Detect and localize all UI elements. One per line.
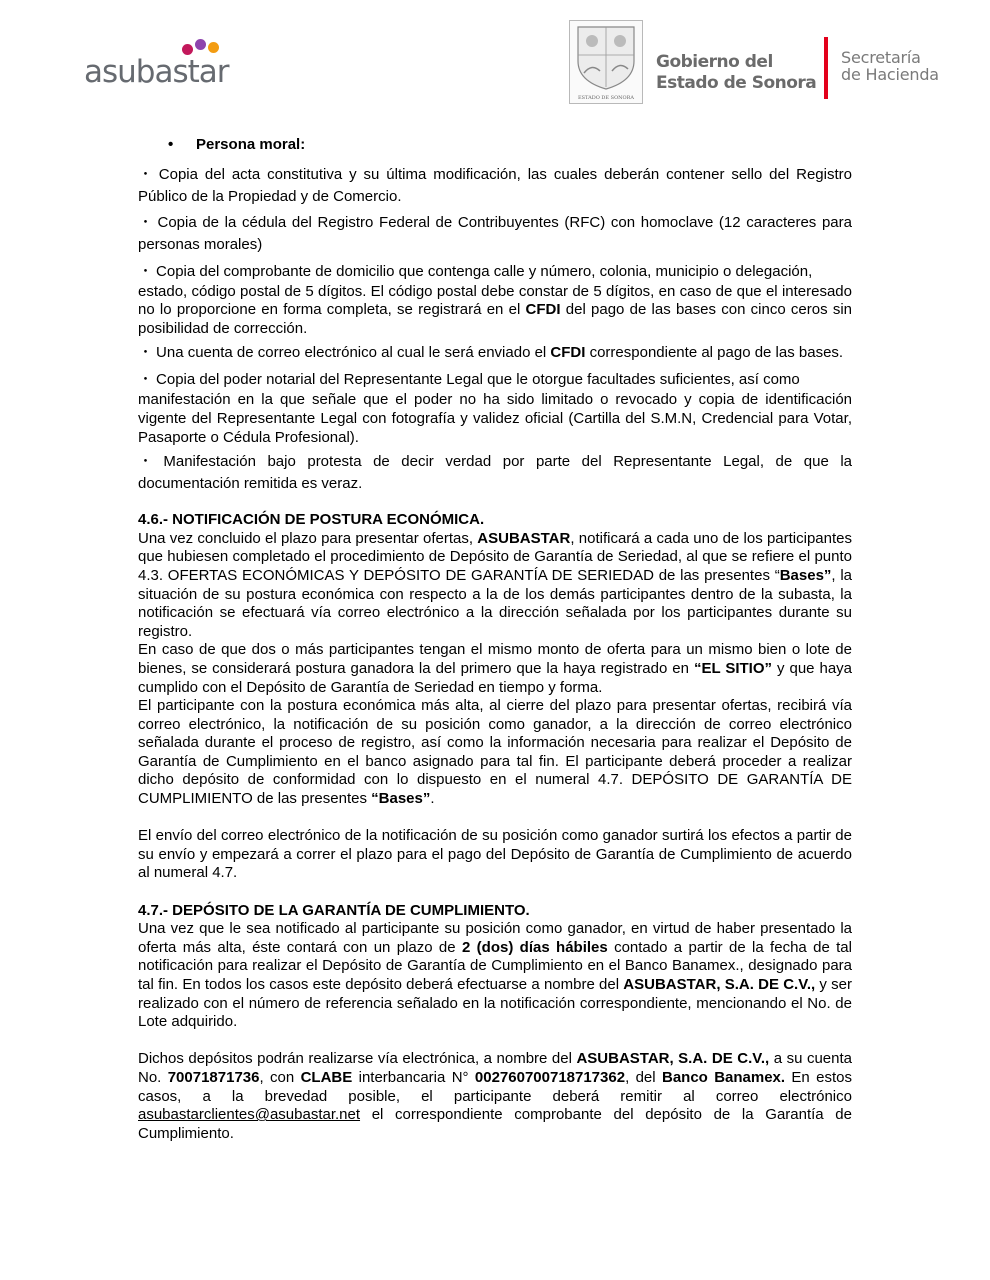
section-4-6-paragraph-1: Una vez concluido el plazo para presentar ofertas, ASUBASTAR, notificará a cada uno de los participantes que hubiesen completado el procedimiento de Depósito de Garantía de Seriedad, al que se refiere el punto 4.3. OFERTAS ECONÓMICAS Y DEPÓSITO DE GARANTÍA DE SERIEDAD de las presentes “Bases”, la situación de su postura económica con respecto a la de los demás participantes dentro de la subasta, la notificación se efectuará vía correo electrónico a la dirección señalada por los participantes durante su registro.: [138, 529, 853, 640]
small-bullet-icon: ・: [138, 165, 156, 183]
asubastar-logo: [84, 36, 244, 92]
small-bullet-icon: ・: [138, 262, 154, 280]
page-header: [0, 0, 990, 120]
small-bullet-icon: ・: [138, 371, 154, 389]
list-item: ・ Una cuenta de correo electrónico al cual le será enviado el CFDI correspondiente al pago de las bases.: [138, 344, 844, 362]
seal-shield-icon: [570, 21, 642, 93]
small-bullet-icon: ・: [138, 453, 161, 471]
section-4-7-paragraph-1: Una vez que le sea notificado al participante su posición como ganador, en virtud de haber presentado la oferta más alta, éste contará con un plazo de 2 (dos) días hábiles contado a partir de la fecha de tal notificación para realizar el Depósito de Garantía de Cumplimiento en el Banco Banamex., designado para tal fin. En todos los casos este depósito deberá efectuarse a nombre del ASUBASTAR, S.A. DE C.V., y ser realizado con el número de referencia señalado en la notificación correspondiente, mencionando el No. de Lote adquirido.: [138, 920, 852, 1031]
seal-caption: ESTADO DE SONORA: [577, 95, 635, 101]
clabe-number: 002760700718717362: [474, 1068, 626, 1086]
sonora-seal-image: [569, 20, 643, 104]
gov-line-2: Estado de Sonora: [656, 73, 817, 93]
section-4-7-title: 4.7.- DEPÓSITO DE LA GARANTÍA DE CUMPLIMIENTO.: [138, 901, 530, 919]
red-divider: [824, 37, 828, 99]
section-4-6-paragraph-3: El participante con la postura económica más alta, al cierre del plazo para presentar ofertas, recibirá vía correo electrónico, la notificación de su posición como ganador, a la dirección de correo electrónico señalada durante el proceso de registro, así como la información necesaria para realizar el Depósito de Garantía de Cumplimiento en el banco asignado para tal fin. El participante deberá proceder a realizar dicho depósito de conformidad con lo dispuesto en el numeral 4.7. DEPÓSITO DE GARANTÍA DE CUMPLIMIENTO de las presentes “Bases”.: [138, 697, 852, 808]
bullet-icon: •: [168, 136, 174, 153]
account-number: 70071871736: [167, 1068, 260, 1086]
persona-moral-heading: • Persona moral:: [168, 136, 306, 153]
list-item: ・ Manifestación bajo protesta de decir verdad por parte del Representante Legal, de que la documentación remitida es veraz.: [138, 453, 852, 493]
list-item: ・ Copia del poder notarial del Representante Legal que le otorgue facultades suficientes, así como manifestación en la que señale que el poder no ha sido limitado o revocado y copia de identificación vigente del Representante Legal con fotografía y validez oficial (Cartilla del S.M.N, Credencial para Votar, Pasaporte o Cédula Profesional).: [138, 371, 852, 446]
brand-name: asubastar: [84, 54, 229, 90]
gov-line-1: Gobierno del: [656, 52, 773, 72]
small-bullet-icon: ・: [138, 344, 154, 362]
section-4-6-paragraph-4: El envío del correo electrónico de la notificación de su posición como ganador surtirá los efectos a partir de su envío y empezará a correr el plazo para el pago del Depósito de Garantía de Cumplimiento de acuerdo al numeral 4.7.: [138, 827, 852, 882]
sec-line-1: Secretaría: [841, 48, 921, 67]
document-body: [138, 136, 852, 1143]
gobierno-sonora-label: [656, 52, 816, 94]
small-bullet-icon: ・: [138, 213, 155, 231]
logo-dot-purple: [195, 39, 206, 50]
secretaria-hacienda-label: [841, 49, 939, 83]
list-item: ・ Copia del acta constitutiva y su última modificación, las cuales deberán contener sello del Registro Público de la Propiedad y de Comercio.: [138, 165, 852, 205]
section-4-7-paragraph-2: Dichos depósitos podrán realizarse vía electrónica, a nombre del ASUBASTAR, S.A. DE C.V., a su cuenta No. 70071871736, con CLABE interbancaria N° 002760700718717362, del Banco Banamex. En estos casos, a la brevedad posible, el participante deberá remitir al correo electrónico asubastarclientes@asubastar.net el correspondiente comprobante del depósito de la Garantía de Cumplimiento.: [138, 1050, 852, 1142]
email-link[interactable]: asubastarclientes@asubastar.net: [138, 1106, 361, 1124]
logo-dot-orange: [208, 42, 219, 53]
section-4-6-title: 4.6.- NOTIFICACIÓN DE POSTURA ECONÓMICA.: [138, 511, 485, 529]
section-4-6-paragraph-2: En caso de que dos o más participantes tengan el mismo monto de oferta para un mismo bien o lote de bienes, se considerará postura ganadora la del primero que la haya registrado en “EL SITIO” y que haya cumplido con el Depósito de Garantía de Seriedad en tiempo y forma.: [138, 641, 853, 696]
sec-line-2: de Hacienda: [841, 65, 939, 84]
list-item: ・ Copia de la cédula del Registro Federal de Contribuyentes (RFC) con homoclave (12 caracteres para personas morales): [138, 213, 852, 253]
list-item: ・ Copia del comprobante de domicilio que contenga calle y número, colonia, municipio o delegación, estado, código postal de 5 dígitos. El código postal debe constar de 5 dígitos, en caso de que el interesado no lo proporcione en forma completa, se registrará en el CFDI del pago de las bases con cinco ceros sin posibilidad de corrección.: [138, 262, 852, 337]
